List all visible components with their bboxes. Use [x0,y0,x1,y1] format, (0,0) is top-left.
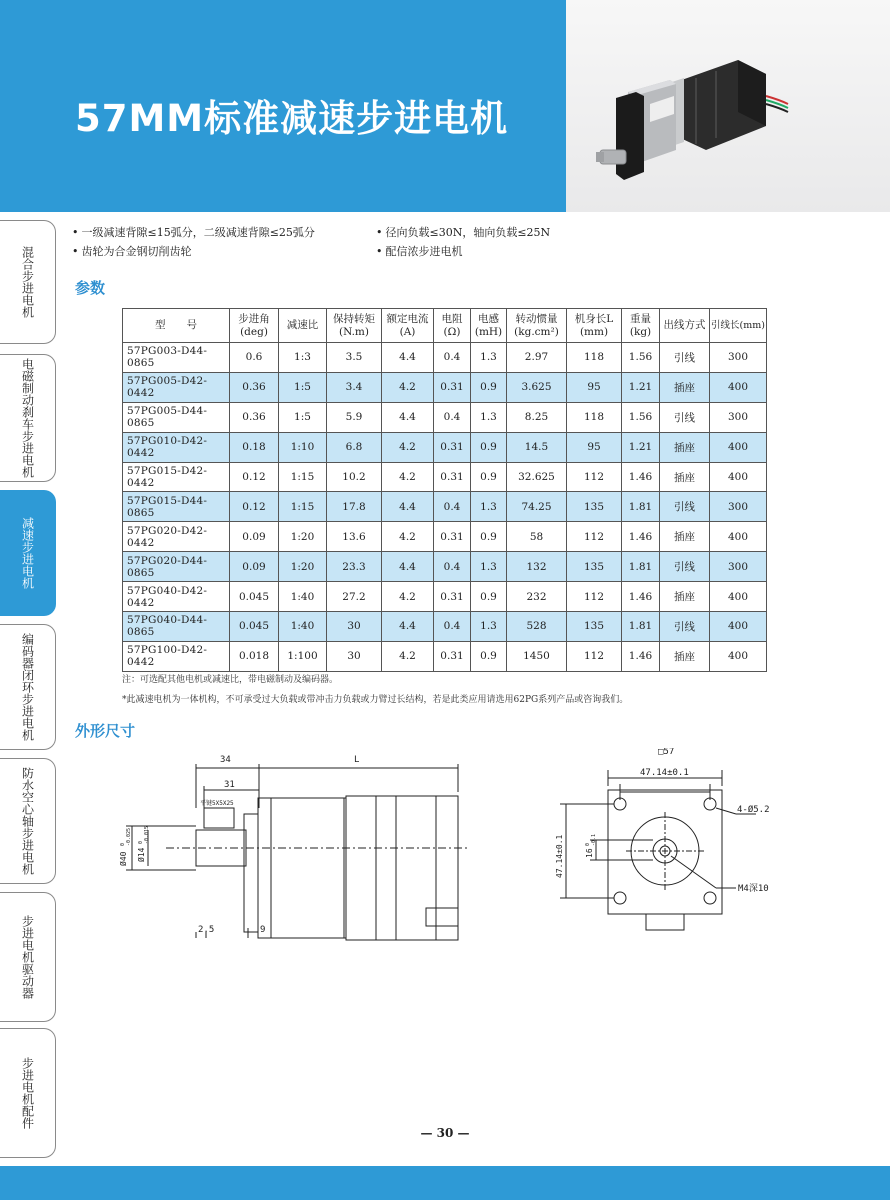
dim-9: 9 [260,925,266,935]
table-cell: 300 [710,492,767,522]
table-cell: 0.018 [230,641,279,671]
table-cell: 1.46 [622,582,660,612]
side-tab-brake-stepper[interactable] [0,354,56,482]
table-cell: 58 [507,522,567,552]
table-cell: 引线 [660,492,710,522]
table-cell: 1.3 [471,492,507,522]
table-row [123,343,767,373]
feature-item: • 一级减速背隙≤15弧分，二级减速背隙≤25弧分 [72,224,315,240]
table-cell: 1.21 [622,372,660,402]
side-tab-closed-loop-stepper[interactable] [0,624,56,750]
table-cell: 3.5 [327,343,382,373]
dia-14-tol: 0-0.015 [138,825,150,844]
table-cell: 1:15 [279,492,327,522]
table-cell: 插座 [660,462,710,492]
table-cell: 4.4 [382,343,434,373]
table-cell: 0.09 [230,552,279,582]
header-banner [0,0,890,212]
table-row [123,552,767,582]
dia-40-label: Ø40 [119,851,128,866]
side-tab-label: 减速步进电机 [20,517,35,589]
table-cell: 引线 [660,552,710,582]
model-cell: 57PG015-D42-0442 [123,462,230,492]
side-tab-waterproof-stepper[interactable] [0,758,56,884]
table-header-row [123,309,767,343]
table-cell: 0.9 [471,582,507,612]
side-tab-label: 编码器闭环步进电机 [20,633,35,741]
side-tab-label: 步进电机驱动器 [20,915,35,999]
table-row [123,432,767,462]
table-cell: 135 [567,492,622,522]
table-cell: 0.36 [230,402,279,432]
table-cell: 插座 [660,582,710,612]
table-cell: 528 [507,612,567,642]
key-label: 平键5X5X25 [200,800,234,807]
table-cell: 4.2 [382,372,434,402]
table-cell: 0.31 [434,432,471,462]
table-cell: 118 [567,402,622,432]
table-cell: 13.6 [327,522,382,552]
table-cell: 插座 [660,432,710,462]
table-cell: 0.9 [471,522,507,552]
table-cell: 引线 [660,402,710,432]
header-model: 型 号 [123,309,230,343]
table-cell: 4.4 [382,402,434,432]
table-cell: 0.31 [434,641,471,671]
side-tab-stepper-driver[interactable] [0,892,56,1022]
table-cell: 0.4 [434,402,471,432]
model-cell: 57PG003-D44-0865 [123,343,230,373]
header-weight: 重量 (kg) [622,309,660,343]
table-cell: 1.3 [471,612,507,642]
table-cell: 135 [567,552,622,582]
thread-label: M4深10 [738,884,769,894]
side-tab-hybrid-stepper[interactable] [0,220,56,344]
table-cell: 5.9 [327,402,382,432]
table-cell: 0.4 [434,552,471,582]
table-cell: 0.31 [434,372,471,402]
table-cell: 4.2 [382,432,434,462]
table-cell: 1.46 [622,462,660,492]
table-cell: 400 [710,522,767,552]
table-cell: 1:20 [279,552,327,582]
table-cell: 10.2 [327,462,382,492]
table-cell: 1.56 [622,343,660,373]
table-cell: 插座 [660,372,710,402]
table-cell: 27.2 [327,582,382,612]
table-cell: 400 [710,432,767,462]
table-cell: 1.3 [471,402,507,432]
section-title-params: 参数 [75,279,106,297]
table-cell: 400 [710,641,767,671]
table-cell: 1.81 [622,492,660,522]
table-cell: 1.56 [622,402,660,432]
table-cell: 400 [710,612,767,642]
page-number: — 30 — [420,1126,470,1140]
table-cell: 1:100 [279,641,327,671]
header-holding-torque: 保持转矩 (N.m) [327,309,382,343]
table-cell: 1:40 [279,582,327,612]
table-cell: 2.97 [507,343,567,373]
table-cell: 4.4 [382,492,434,522]
table-cell: 74.25 [507,492,567,522]
header-ratio: 减速比 [279,309,327,343]
table-cell: 0.31 [434,522,471,552]
params-table [122,308,767,672]
feature-list [72,224,632,264]
model-cell: 57PG005-D42-0442 [123,372,230,402]
model-cell: 57PG015-D44-0865 [123,492,230,522]
model-cell: 57PG040-D44-0865 [123,612,230,642]
table-cell: 232 [507,582,567,612]
table-cell: 4.2 [382,641,434,671]
table-cell: 0.31 [434,462,471,492]
table-cell: 插座 [660,522,710,552]
table-cell: 4.4 [382,612,434,642]
side-tab-gear-stepper[interactable] [0,490,56,616]
dimension-drawing [96,748,796,948]
table-cell: 300 [710,343,767,373]
table-cell: 132 [507,552,567,582]
table-row [123,492,767,522]
table-cell: 1.46 [622,641,660,671]
table-cell: 0.4 [434,343,471,373]
table-cell: 1:10 [279,432,327,462]
table-cell: 135 [567,612,622,642]
model-cell: 57PG100-D42-0442 [123,641,230,671]
table-cell: 32.625 [507,462,567,492]
table-cell: 0.9 [471,641,507,671]
table-cell: 1.3 [471,343,507,373]
table-cell: 4.4 [382,552,434,582]
footer-bar [0,1166,890,1200]
model-cell: 57PG010-D42-0442 [123,432,230,462]
table-cell: 8.25 [507,402,567,432]
header-lead-length: 引线长(mm) [710,309,767,343]
model-cell: 57PG040-D42-0442 [123,582,230,612]
table-cell: 30 [327,612,382,642]
table-row [123,402,767,432]
holes-label: 4-Ø5.2 [737,805,770,815]
side-tab-label: 混合步进电机 [20,246,35,318]
table-cell: 1:40 [279,612,327,642]
table-cell: 4.2 [382,582,434,612]
table-row [123,612,767,642]
table-cell: 0.9 [471,372,507,402]
page-title: 57MM标准减速步进电机 [75,97,509,140]
table-cell: 23.3 [327,552,382,582]
table-cell: 112 [567,462,622,492]
table-cell: 4.2 [382,522,434,552]
table-cell: 1:15 [279,462,327,492]
dim-L: L [354,755,360,765]
table-cell: 300 [710,402,767,432]
table-cell: 112 [567,641,622,671]
section-title-dimensions: 外形尺寸 [75,722,136,740]
table-cell: 0.12 [230,462,279,492]
table-cell: 14.5 [507,432,567,462]
dia-40-tol: 0-0.025 [120,827,132,846]
table-cell: 1:3 [279,343,327,373]
table-cell: 112 [567,522,622,552]
table-row [123,641,767,671]
table-cell: 引线 [660,612,710,642]
header-body-length: 机身长L (mm) [567,309,622,343]
table-cell: 0.09 [230,522,279,552]
table-cell: 95 [567,432,622,462]
table-cell: 1.21 [622,432,660,462]
side-tab-label: 防水空心轴步进电机 [20,767,35,875]
table-cell: 3.4 [327,372,382,402]
side-tab-label: 电磁制动刹车步进电机 [20,358,35,478]
dim-47-h: 47.14±0.1 [640,768,689,778]
table-cell: 400 [710,462,767,492]
table-cell: 0.12 [230,492,279,522]
model-cell: 57PG020-D42-0442 [123,522,230,552]
table-cell: 0.36 [230,372,279,402]
feature-item: • 配信浓步进电机 [376,243,463,259]
dim-47-v: 47.14±0.1 [555,834,564,878]
header-rated-current: 额定电流 (A) [382,309,434,343]
table-row [123,462,767,492]
table-cell: 112 [567,582,622,612]
feature-item: • 齿轮为合金钢切削齿轮 [72,243,192,259]
gear-stepper-motor-photo [566,0,890,212]
table-cell: 0.045 [230,582,279,612]
table-cell: 1.81 [622,612,660,642]
table-cell: 0.4 [434,612,471,642]
dim-square-57: □57 [658,748,675,757]
table-cell: 1:20 [279,522,327,552]
table-row [123,522,767,552]
table-note: 注：可选配其他电机或减速比，带电磁制动及编码器。 [122,675,339,685]
table-cell: 400 [710,582,767,612]
model-cell: 57PG020-D44-0865 [123,552,230,582]
model-cell: 57PG005-D44-0865 [123,402,230,432]
table-cell: 1:5 [279,402,327,432]
dim-16: 16 [585,848,594,858]
table-cell: 1450 [507,641,567,671]
dim-16-tol: 0-0.1 [585,833,597,846]
header-inductance: 电感 (mH) [471,309,507,343]
table-cell: 4.2 [382,462,434,492]
dim-34: 34 [220,755,231,765]
table-cell: 1.46 [622,522,660,552]
table-cell: 95 [567,372,622,402]
table-cell: 118 [567,343,622,373]
table-cell: 插座 [660,641,710,671]
table-cell: 300 [710,552,767,582]
table-cell: 17.8 [327,492,382,522]
table-cell: 0.6 [230,343,279,373]
table-row [123,372,767,402]
feature-item: • 径向负载≤30N，轴向负载≤25N [376,224,550,240]
header-step-angle: 步进角 (deg) [230,309,279,343]
header-resistance: 电阻 (Ω) [434,309,471,343]
table-cell: 1.3 [471,552,507,582]
table-cell: 0.18 [230,432,279,462]
table-cell: 3.625 [507,372,567,402]
table-cell: 0.31 [434,582,471,612]
table-cell: 6.8 [327,432,382,462]
warning-note: *此减速电机为一体机构，不可承受过大负载或带冲击力负载或力臂过长结构，若是此类应用请选用62PG系列产品或咨询我们。 [122,695,629,705]
dim-2-5: 2.5 [198,925,215,935]
header-inertia: 转动惯量 (kg.cm²) [507,309,567,343]
table-cell: 0.4 [434,492,471,522]
table-cell: 0.9 [471,432,507,462]
table-cell: 引线 [660,343,710,373]
table-row [123,582,767,612]
table-cell: 30 [327,641,382,671]
table-cell: 0.9 [471,462,507,492]
header-lead-type: 出线方式 [660,309,710,343]
table-cell: 0.045 [230,612,279,642]
table-cell: 1:5 [279,372,327,402]
table-cell: 400 [710,372,767,402]
table-cell: 1.81 [622,552,660,582]
dia-14-label: Ø14 [137,847,146,862]
side-tab-label: 步进电机配件 [20,1057,35,1129]
dim-31: 31 [224,780,235,790]
